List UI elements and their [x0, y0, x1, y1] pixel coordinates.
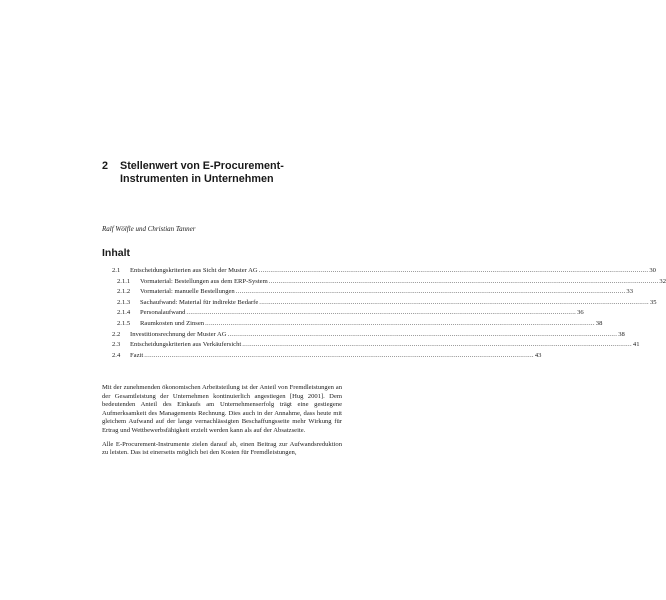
toc-entry-page: 38: [595, 319, 603, 327]
toc-entry-page: 35: [649, 298, 657, 306]
toc-entry-number: 2.1.1: [117, 277, 131, 285]
toc-entry-label: Entscheidungskriterien aus Verkäufersicht: [130, 341, 242, 349]
toc-entry-page: 36: [577, 309, 584, 317]
toc-dot-leader: ........................................................................................................................................................................................................: [144, 351, 534, 359]
toc-entry-page: 32: [659, 277, 666, 285]
toc-entry-number: 2.3: [112, 341, 121, 349]
toc-dot-leader: ........................................................................................................................................................................................................: [186, 309, 577, 317]
toc-dot-leader: ........................................................................................................................................................................................................: [268, 277, 659, 285]
toc-entry-page: 38: [618, 330, 625, 338]
chapter-heading: [102, 160, 352, 186]
toc-entry[interactable]: [102, 298, 657, 310]
body-text: [102, 384, 342, 463]
toc-dot-leader: ........................................................................................................................................................................................................: [259, 298, 649, 306]
toc-entry-label: Entscheidungskriterien aus Sicht der Muster AG: [130, 267, 258, 274]
toc-dot-leader: ........................................................................................................................................................................................................: [258, 267, 649, 274]
toc-entry-number: 2.2: [112, 330, 121, 338]
toc-entry-label: Vormaterial: Bestellungen aus dem ERP-System: [140, 277, 268, 285]
toc-entry-number: 2.1.3: [117, 298, 131, 306]
toc-entry-number: 2.1: [112, 267, 121, 274]
toc-entry-number: 2.1.5: [117, 319, 131, 327]
toc-entry-label: Sachaufwand: Material für indirekte Bedarfe: [140, 298, 259, 306]
toc-entry[interactable]: [102, 277, 666, 289]
table-of-contents: [102, 267, 666, 362]
toc-entry-number: 2.1.2: [117, 288, 131, 296]
toc-entry-label: Fazit: [130, 351, 144, 359]
toc-entry[interactable]: [102, 351, 542, 363]
chapter-number: 2: [102, 160, 109, 172]
toc-entry[interactable]: [102, 319, 603, 331]
toc-entry-number: 2.1.4: [117, 309, 131, 317]
toc-entry[interactable]: [102, 288, 634, 299]
toc-dot-leader: ........................................................................................................................................................................................................: [227, 330, 618, 338]
body-paragraph: Mit der zunehmenden ökonomischen Arbeitsteilung ist der Anteil von Fremdleistungen an der Gesamtleistung der Unternehmen kontinuierlich angestiegen [Hug 2001]. Dem bedeutenden Anteil des Einkaufs am Unternehmenserfolg trägt eine gestiegene Aufmerksamkeit des Managements Rechnung. Dies auch in der Annahme, dass heute mit gleichem Aufwand auf der lange vernachlässigten Beschaffungsseite mehr Wirkung für Ertrag und Wettbewerbsfähigkeit erzielt werden kann als auf der Absatzseite.: [102, 384, 342, 434]
body-paragraph: Alle E-Procurement-Instrumente zielen darauf ab, einen Beitrag zur Aufwandsreduktion zu leisten. Das ist einerseits möglich bei den Kosten für Fremdleistungen,: [102, 440, 342, 457]
toc-heading: Inhalt: [102, 247, 130, 259]
toc-entry[interactable]: [102, 341, 640, 352]
toc-dot-leader: ........................................................................................................................................................................................................: [242, 341, 632, 349]
toc-dot-leader: ........................................................................................................................................................................................................: [235, 288, 626, 296]
toc-dot-leader: ........................................................................................................................................................................................................: [205, 319, 595, 327]
toc-entry[interactable]: [102, 330, 625, 342]
toc-entry[interactable]: [102, 309, 584, 320]
toc-entry-label: Personalaufwand: [140, 309, 186, 317]
toc-entry-page: 43: [534, 351, 542, 359]
toc-entry[interactable]: [102, 267, 656, 278]
toc-entry-label: Investitionsrechnung der Muster AG: [130, 330, 227, 338]
toc-entry-page: 33: [626, 288, 634, 296]
chapter-title: Stellenwert von E-Procurement-Instrumenten in Unternehmen: [120, 160, 284, 185]
toc-entry-number: 2.4: [112, 351, 121, 359]
toc-entry-page: 30: [649, 267, 656, 274]
toc-entry-page: 41: [632, 341, 640, 349]
toc-entry-label: Vormaterial: manuelle Bestellungen: [140, 288, 235, 296]
authors: Ralf Wölfle und Christian Tanner: [102, 225, 196, 233]
toc-entry-label: Raumkosten und Zinsen: [140, 319, 205, 327]
